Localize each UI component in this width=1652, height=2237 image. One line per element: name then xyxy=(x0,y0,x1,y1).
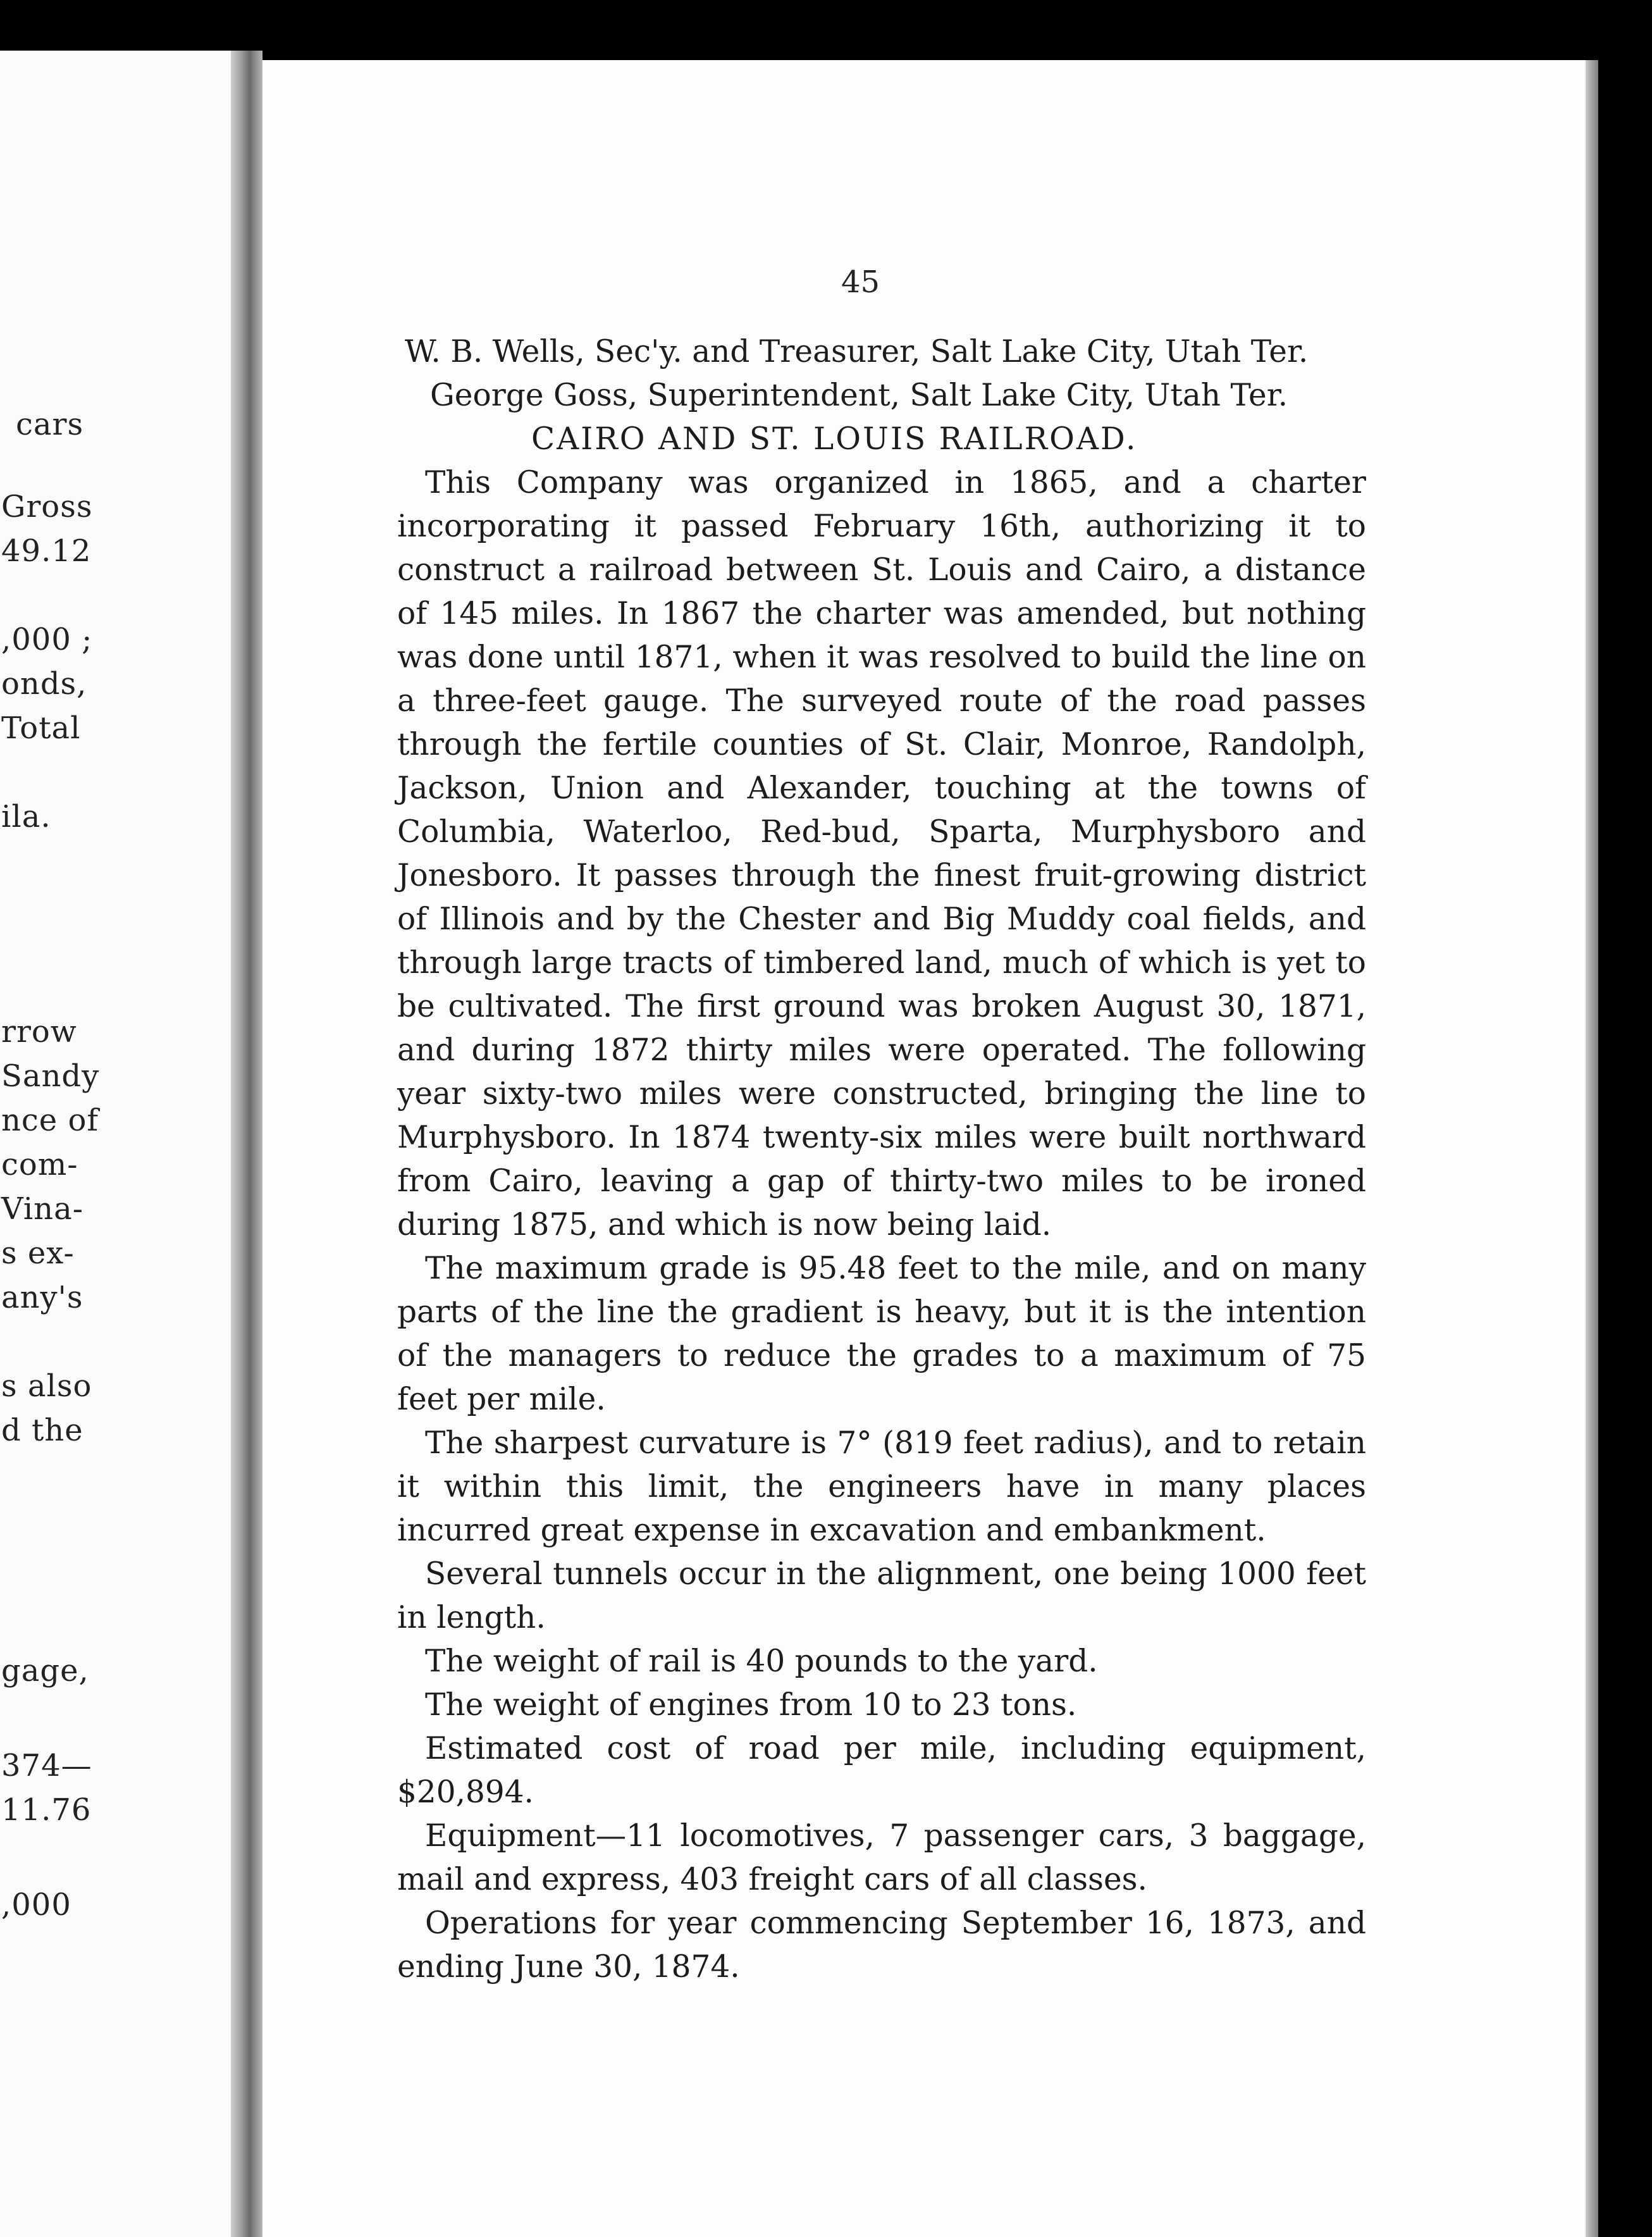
left-fragment: Vina- xyxy=(1,1191,83,1227)
book-gutter xyxy=(231,51,262,2237)
officer-line: W. B. Wells, Sec'y. and Treasurer, Salt Lake City, Utah Ter. xyxy=(405,334,1309,369)
left-fragment: s also xyxy=(1,1368,92,1404)
previous-page-fragment xyxy=(0,51,231,2237)
left-fragment: ,000 ; xyxy=(1,622,93,657)
left-fragment: gage, xyxy=(1,1653,89,1689)
section-heading: CAIRO AND ST. LOUIS RAILROAD. xyxy=(531,421,1138,457)
left-fragment: any's xyxy=(1,1280,83,1315)
paragraph: Several tunnels occur in the alignment, one being 1000 feet in length. xyxy=(397,1556,1366,1635)
left-fragment: Gross xyxy=(1,489,93,524)
page-edge xyxy=(1586,60,1598,2237)
paragraph: The sharpest curvature is 7° (819 feet radius), and to retain it within this limit, the engineers have in many places incurred great expense in excavation and embankment. xyxy=(397,1425,1366,1548)
left-fragment: 11.76 xyxy=(1,1792,92,1828)
left-fragment: Sandy xyxy=(1,1058,100,1094)
officer-line: George Goss, Superintendent, Salt Lake City, Utah Ter. xyxy=(430,378,1288,413)
paragraph: The weight of engines from 10 to 23 tons. xyxy=(425,1687,1077,1723)
paragraph: Estimated cost of road per mile, including equipment, $20,894. xyxy=(397,1731,1366,1810)
left-fragment: ila. xyxy=(1,799,51,834)
paragraph: Operations for year commencing September 16, 1873, and ending June 30, 1874. xyxy=(397,1905,1366,1985)
left-fragment: com- xyxy=(1,1147,78,1182)
paragraph: The maximum grade is 95.48 feet to the mile, and on many parts of the line the gradient is heavy, but it is the intention of the managers to reduce the grades to a maximum of 75 feet per mile. xyxy=(397,1251,1366,1417)
left-fragment: ,000 xyxy=(1,1887,71,1923)
left-fragment: onds, xyxy=(1,666,87,702)
paragraph: Equipment—11 locomotives, 7 passenger cars, 3 baggage, mail and express, 403 freight cars of all classes. xyxy=(397,1818,1366,1897)
left-fragment: nce of xyxy=(1,1103,99,1138)
paragraph: The weight of rail is 40 pounds to the yard. xyxy=(425,1644,1098,1679)
left-fragment: d the xyxy=(1,1413,83,1448)
left-fragment: cars xyxy=(16,407,84,442)
page-number: 45 xyxy=(841,264,880,300)
left-fragment: s ex- xyxy=(1,1236,75,1271)
left-fragment: Total xyxy=(1,710,81,746)
page-text xyxy=(397,330,1366,1989)
left-fragment: rrow xyxy=(1,1014,77,1050)
paragraph: This Company was organized in 1865, and a charter incorporating it passed February 16th, authorizing it to construct a railroad between St. Louis and Cairo, a distance of 145 miles. In 1867 the charter was amended, but nothing was done until 1871, when it was resolved to build the line on a three-feet gauge. The surveyed route of the road passes through the fertile counties of St. Clair, Monroe, Randolph, Jackson, Union and Alexander, touching at the towns of Columbia, Waterloo, Red-bud, Sparta, Murphysboro and Jonesboro. It passes through the finest fruit-growing district of Illinois and by the Chester and Big Muddy coal fields, and through large tracts of timbered land, much of which is yet to be cultivated. The first ground was broken August 30, 1871, and during 1872 thirty miles were operated. The following year sixty-two miles were constructed, bringing the line to Murphysboro. In 1874 twenty-six miles were built northward from Cairo, leaving a gap of thirty-two miles to be ironed during 1875, and which is now being laid. xyxy=(397,465,1366,1242)
left-fragment: 374— xyxy=(1,1748,92,1783)
left-fragment: 49.12 xyxy=(1,533,92,569)
